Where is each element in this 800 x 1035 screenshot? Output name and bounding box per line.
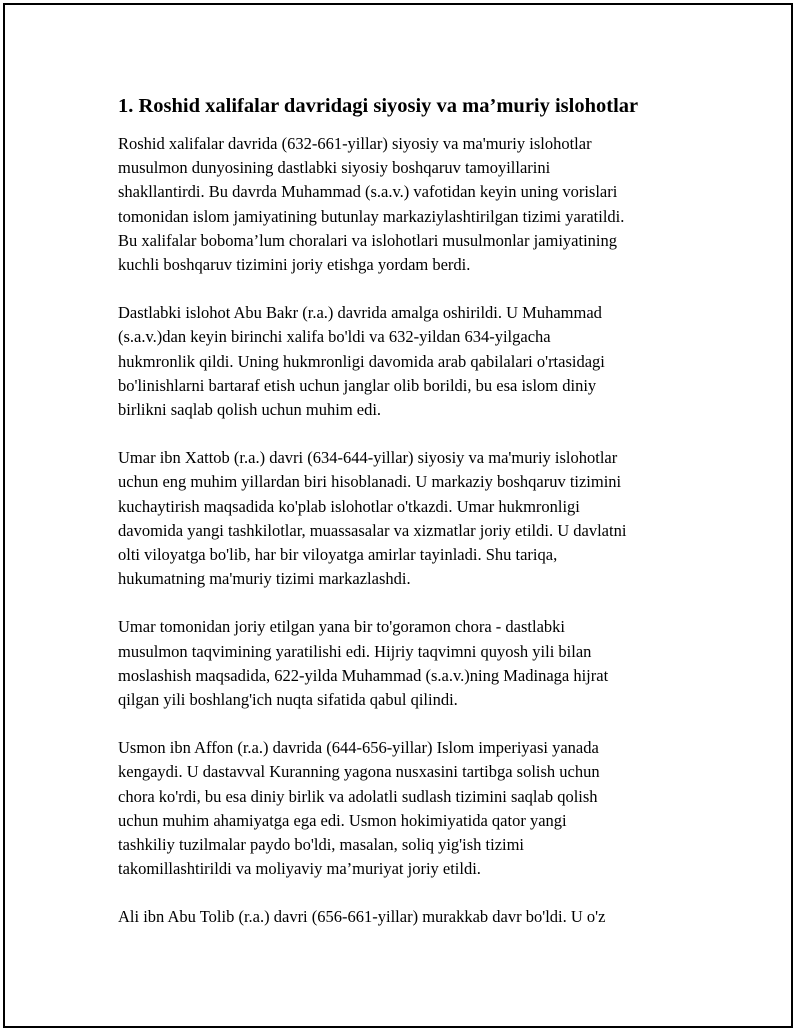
document-body — [118, 92, 698, 954]
text-line: Dastlabki islohot Abu Bakr (r.a.) davrida amalga oshirildi. U Muhammad — [118, 303, 602, 323]
text-line: birlikni saqlab qolish uchun muhim edi. — [118, 400, 382, 420]
paragraph-abu-bakr — [118, 301, 698, 422]
paragraph-umar — [118, 446, 698, 591]
text-line: kuchaytirish maqsadida ko'plab islohotlar o'tkazdi. Umar hukmronligi — [118, 496, 580, 516]
text-line: takomillashtirildi va moliyaviy ma’muriyat joriy etildi. — [118, 859, 481, 879]
text-line: olti viloyatga bo'lib, har bir viloyatga amirlar tayinladi. Shu tariqa, — [118, 545, 558, 565]
text-line: bo'linishlarni bartaraf etish uchun janglar olib borildi, bu esa islom diniy — [118, 375, 597, 395]
text-line: Bu xalifalar boboma’lum choralari va islohotlari musulmonlar jamiyatining — [118, 230, 618, 250]
text-line: Usmon ibn Affon (r.a.) davrida (644-656-yillar) Islom imperiyasi yanada — [118, 738, 599, 758]
text-line: qilgan yili boshlang'ich nuqta sifatida qabul qilindi. — [118, 690, 458, 710]
text-line: uchun muhim ahamiyatga ega edi. Usmon hokimiyatida qator yangi — [118, 810, 567, 830]
text-line: kuchli boshqaruv tizimini joriy etishga yordam berdi. — [118, 255, 471, 275]
text-line: kengaydi. U dastavval Kuranning yagona nusxasini tartibga solish uchun — [118, 762, 600, 782]
text-line: tashkiliy tuzilmalar paydo bo'ldi, masalan, soliq yig'ish tizimi — [118, 835, 525, 855]
text-line: (s.a.v.)dan keyin birinchi xalifa bo'ldi va 632-yildan 634-yilgacha — [118, 327, 551, 347]
paragraph-calendar — [118, 615, 698, 712]
section-heading: 1. Roshid xalifalar davridagi siyosiy va ma’muriy islohotlar — [118, 95, 639, 117]
text-line: musulmon taqvimining yaratilishi edi. Hijriy taqvimni quyosh yili bilan — [118, 641, 592, 661]
text-line: Ali ibn Abu Tolib (r.a.) davri (656-661-yillar) murakkab davr bo'ldi. U o'z — [118, 907, 606, 927]
text-line: moslashish maqsadida, 622-yilda Muhammad (s.a.v.)ning Madinaga hijrat — [118, 665, 609, 685]
text-line: shakllantirdi. Bu davrda Muhammad (s.a.v.) vafotidan keyin uning vorislari — [118, 182, 618, 202]
text-line: musulmon dunyosining dastlabki siyosiy boshqaruv tamoyillarini — [118, 158, 551, 178]
text-line: Umar ibn Xattob (r.a.) davri (634-644-yillar) siyosiy va ma'muriy islohotlar — [118, 448, 618, 468]
text-line: chora ko'rdi, bu esa diniy birlik va adolatli sudlash tizimini saqlab qolish — [118, 786, 598, 806]
text-line: hukumatning ma'muriy tizimi markazlashdi. — [118, 569, 411, 589]
text-line: Umar tomonidan joriy etilgan yana bir to'goramon chora - dastlabki — [118, 617, 565, 637]
text-line: uchun eng muhim yillardan biri hisoblanadi. U markaziy boshqaruv tizimini — [118, 472, 622, 492]
paragraph-ali — [118, 905, 698, 929]
paragraph-usmon — [118, 736, 698, 881]
text-line: hukmronlik qildi. Uning hukmronligi davomida arab qabilalari o'rtasidagi — [118, 351, 605, 371]
paragraph-intro — [118, 132, 698, 277]
text-line: Roshid xalifalar davrida (632-661-yillar) siyosiy va ma'muriy islohotlar — [118, 134, 592, 153]
text-line: tomonidan islom jamiyatining butunlay markaziylashtirilgan tizimi yaratildi. — [118, 206, 625, 226]
text-line: davomida yangi tashkilotlar, muassasalar va xizmatlar joriy etildi. U davlatni — [118, 520, 627, 540]
